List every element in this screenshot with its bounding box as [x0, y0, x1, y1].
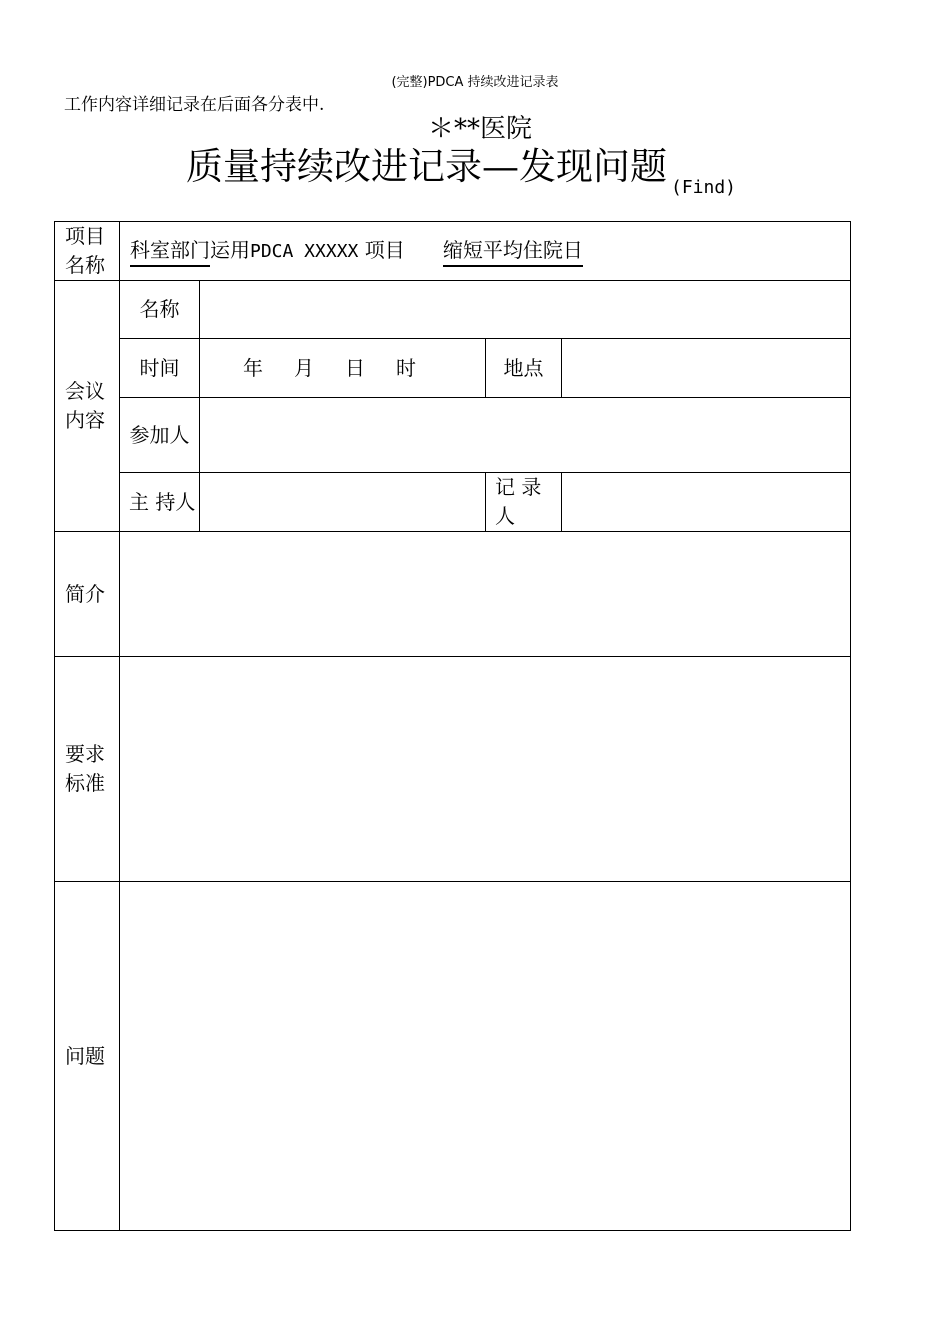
standard-label: 要求标准: [55, 657, 120, 882]
project-label: 项目名称: [55, 222, 120, 281]
project-word: 项目: [364, 238, 405, 262]
host-row: [55, 473, 851, 532]
project-code: PDCA XXXXX: [250, 241, 359, 262]
standard-field[interactable]: [120, 657, 851, 882]
project-row: [55, 222, 851, 281]
instruction-note: 工作内容详细记录在后面各分表中.: [64, 95, 325, 115]
project-use: 运用: [210, 238, 250, 262]
problem-label: 问题: [55, 882, 120, 1231]
participants-field[interactable]: [200, 398, 851, 473]
hour-unit: 时: [396, 355, 416, 380]
month-unit: 月: [294, 355, 314, 380]
participants-row: [55, 398, 851, 473]
title-text: 质量持续改进记录—发现问题: [186, 145, 667, 188]
hospital-name: ＊**医院: [427, 114, 532, 144]
standard-row: [55, 657, 851, 882]
project-dept: 科室部门: [130, 238, 210, 267]
time-label: 时间: [120, 339, 200, 398]
location-field[interactable]: [562, 339, 851, 398]
meeting-name-row: [55, 281, 851, 339]
name-label: 名称: [120, 281, 200, 339]
participants-label: 参加人: [120, 398, 200, 473]
name-field[interactable]: [200, 281, 851, 339]
recorder-field[interactable]: [562, 473, 851, 532]
phase-label: (Find): [671, 177, 737, 198]
year-unit: 年: [243, 355, 263, 380]
intro-row: [55, 532, 851, 657]
project-goal: 缩短平均住院日: [443, 238, 583, 267]
host-field[interactable]: [200, 473, 486, 532]
meeting-time-row: [55, 339, 851, 398]
intro-label: 简介: [55, 532, 120, 657]
document-title: [186, 136, 736, 198]
recorder-label: 记 录人: [486, 473, 562, 532]
date-field[interactable]: [200, 339, 486, 398]
problem-field[interactable]: [120, 882, 851, 1231]
intro-field[interactable]: [120, 532, 851, 657]
host-label: 主 持人: [120, 473, 200, 532]
problem-row: [55, 882, 851, 1231]
running-header: (完整)PDCA 持续改进记录表: [391, 75, 559, 90]
meeting-label: 会议内容: [55, 281, 120, 532]
record-form: [54, 221, 851, 1231]
location-label: 地点: [486, 339, 562, 398]
project-value[interactable]: [120, 222, 851, 281]
day-unit: 日: [345, 355, 365, 380]
